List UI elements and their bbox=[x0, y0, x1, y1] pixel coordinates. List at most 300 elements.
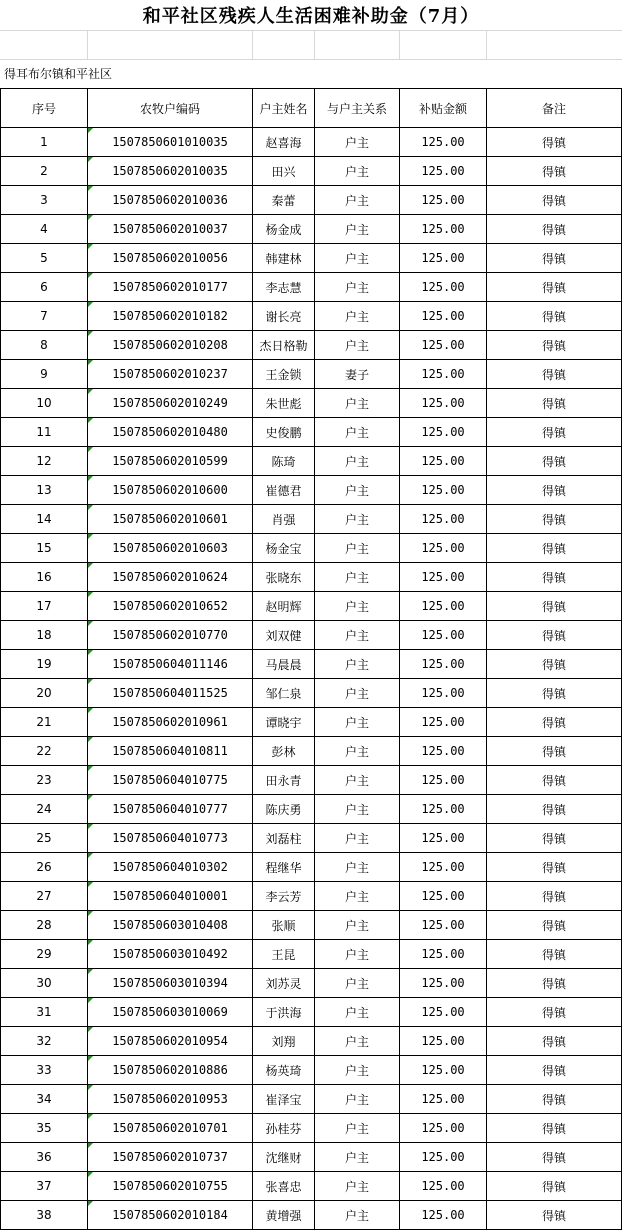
cell-relation-text: 户主 bbox=[344, 1121, 369, 1136]
cell-name-text: 黄增强 bbox=[265, 1208, 302, 1223]
cell-code[interactable] bbox=[88, 505, 253, 534]
cell-code[interactable] bbox=[88, 128, 253, 157]
error-indicator-icon bbox=[88, 447, 93, 452]
cell-code[interactable] bbox=[88, 1056, 253, 1085]
cell-name[interactable] bbox=[253, 679, 315, 708]
cell-note[interactable] bbox=[487, 824, 622, 853]
cell-name[interactable] bbox=[253, 1172, 315, 1201]
cell-note[interactable] bbox=[487, 331, 622, 360]
cell-code[interactable] bbox=[88, 679, 253, 708]
cell-name-text: 孙桂芬 bbox=[265, 1121, 302, 1136]
cell-amount-text: 125.00 bbox=[421, 1121, 465, 1135]
cell-relation[interactable] bbox=[315, 215, 400, 244]
cell-amount[interactable] bbox=[400, 273, 487, 302]
cell-relation[interactable] bbox=[315, 650, 400, 679]
cell-seq[interactable] bbox=[1, 795, 88, 824]
error-indicator-icon bbox=[88, 1056, 93, 1061]
cell-name-text: 杨金宝 bbox=[265, 541, 302, 556]
cell-name[interactable] bbox=[253, 331, 315, 360]
table-row bbox=[1, 1027, 622, 1056]
header-name[interactable]: 户主姓名 bbox=[253, 89, 315, 128]
cell-relation[interactable] bbox=[315, 447, 400, 476]
cell-amount[interactable] bbox=[400, 824, 487, 853]
cell-amount[interactable] bbox=[400, 969, 487, 998]
cell-name-text: 杨金成 bbox=[265, 222, 302, 237]
cell-code-text: 1507850602010056 bbox=[112, 251, 228, 265]
cell-relation[interactable] bbox=[315, 795, 400, 824]
cell-name-text: 张晓东 bbox=[265, 570, 302, 585]
cell-name[interactable] bbox=[253, 157, 315, 186]
cell-code[interactable] bbox=[88, 969, 253, 998]
cell-note[interactable] bbox=[487, 563, 622, 592]
cell-amount[interactable] bbox=[400, 998, 487, 1027]
cell-seq[interactable] bbox=[1, 911, 88, 940]
cell-note-text: 得镇 bbox=[541, 193, 566, 208]
cell-code[interactable] bbox=[88, 331, 253, 360]
cell-note[interactable] bbox=[487, 157, 622, 186]
cell-amount[interactable] bbox=[400, 418, 487, 447]
cell-seq[interactable] bbox=[1, 882, 88, 911]
error-indicator-icon bbox=[88, 1172, 93, 1177]
cell-amount-text: 125.00 bbox=[421, 396, 465, 410]
cell-code[interactable] bbox=[88, 940, 253, 969]
cell-note-text: 得镇 bbox=[541, 164, 566, 179]
cell-seq[interactable] bbox=[1, 215, 88, 244]
cell-note-text: 得镇 bbox=[541, 1005, 566, 1020]
cell-seq[interactable] bbox=[1, 1114, 88, 1143]
cell-note[interactable] bbox=[487, 128, 622, 157]
cell-code[interactable] bbox=[88, 795, 253, 824]
header-relation[interactable]: 与户主关系 bbox=[315, 89, 400, 128]
cell-code[interactable] bbox=[88, 1143, 253, 1172]
cell-code-text: 1507850602010208 bbox=[112, 338, 228, 352]
cell-seq[interactable] bbox=[1, 360, 88, 389]
cell-seq-text: 36 bbox=[36, 1150, 52, 1164]
cell-relation[interactable] bbox=[315, 273, 400, 302]
cell-code-text: 1507850602010954 bbox=[112, 1034, 228, 1048]
cell-name[interactable] bbox=[253, 505, 315, 534]
cell-seq[interactable] bbox=[1, 708, 88, 737]
cell-amount[interactable] bbox=[400, 650, 487, 679]
cell-relation[interactable] bbox=[315, 969, 400, 998]
header-amount[interactable]: 补贴金额 bbox=[400, 89, 487, 128]
cell-name[interactable] bbox=[253, 215, 315, 244]
cell-relation[interactable] bbox=[315, 244, 400, 273]
cell-seq[interactable] bbox=[1, 476, 88, 505]
cell-relation[interactable] bbox=[315, 1085, 400, 1114]
cell-note[interactable] bbox=[487, 1143, 622, 1172]
cell-seq[interactable] bbox=[1, 1143, 88, 1172]
cell-code[interactable] bbox=[88, 447, 253, 476]
cell-relation-text: 户主 bbox=[344, 222, 369, 237]
cell-note[interactable] bbox=[487, 534, 622, 563]
cell-code-text: 1507850602010755 bbox=[112, 1179, 228, 1193]
cell-code[interactable] bbox=[88, 534, 253, 563]
cell-note[interactable] bbox=[487, 360, 622, 389]
cell-code[interactable] bbox=[88, 650, 253, 679]
cell-note[interactable] bbox=[487, 911, 622, 940]
error-indicator-icon bbox=[88, 128, 93, 133]
cell-amount[interactable] bbox=[400, 563, 487, 592]
cell-note[interactable] bbox=[487, 186, 622, 215]
cell-seq[interactable] bbox=[1, 563, 88, 592]
cell-name[interactable] bbox=[253, 998, 315, 1027]
table-row bbox=[1, 505, 622, 534]
cell-code[interactable] bbox=[88, 389, 253, 418]
cell-seq[interactable] bbox=[1, 1172, 88, 1201]
header-seq[interactable]: 序号 bbox=[1, 89, 88, 128]
cell-relation[interactable] bbox=[315, 389, 400, 418]
cell-amount-text: 125.00 bbox=[421, 541, 465, 555]
cell-relation[interactable] bbox=[315, 186, 400, 215]
cell-note[interactable] bbox=[487, 853, 622, 882]
cell-code-text: 1507850602010249 bbox=[112, 396, 228, 410]
cell-code[interactable] bbox=[88, 563, 253, 592]
cell-note[interactable] bbox=[487, 969, 622, 998]
cell-note[interactable] bbox=[487, 215, 622, 244]
cell-code[interactable] bbox=[88, 418, 253, 447]
cell-seq-text: 27 bbox=[36, 889, 52, 903]
cell-note[interactable] bbox=[487, 447, 622, 476]
cell-code[interactable] bbox=[88, 882, 253, 911]
cell-note[interactable] bbox=[487, 1056, 622, 1085]
cell-relation[interactable] bbox=[315, 621, 400, 650]
cell-code-text: 1507850603010394 bbox=[112, 976, 228, 990]
error-indicator-icon bbox=[88, 273, 93, 278]
cell-seq-text: 6 bbox=[40, 280, 48, 294]
error-indicator-icon bbox=[88, 1114, 93, 1119]
error-indicator-icon bbox=[88, 418, 93, 423]
cell-amount[interactable] bbox=[400, 302, 487, 331]
cell-code-text: 1507850604010775 bbox=[112, 773, 228, 787]
cell-relation[interactable] bbox=[315, 505, 400, 534]
cell-name-text: 刘双健 bbox=[265, 628, 302, 643]
cell-seq[interactable] bbox=[1, 621, 88, 650]
cell-relation[interactable] bbox=[315, 766, 400, 795]
cell-seq[interactable] bbox=[1, 650, 88, 679]
cell-seq[interactable] bbox=[1, 534, 88, 563]
cell-note[interactable] bbox=[487, 998, 622, 1027]
cell-note[interactable] bbox=[487, 708, 622, 737]
cell-seq[interactable] bbox=[1, 128, 88, 157]
cell-relation[interactable] bbox=[315, 128, 400, 157]
cell-amount[interactable] bbox=[400, 476, 487, 505]
cell-seq[interactable] bbox=[1, 998, 88, 1027]
cell-code-text: 1507850602010701 bbox=[112, 1121, 228, 1135]
error-indicator-icon bbox=[88, 1085, 93, 1090]
cell-amount[interactable] bbox=[400, 592, 487, 621]
cell-code[interactable] bbox=[88, 737, 253, 766]
cell-amount[interactable] bbox=[400, 128, 487, 157]
cell-name[interactable] bbox=[253, 1056, 315, 1085]
cell-amount[interactable] bbox=[400, 505, 487, 534]
cell-seq-text: 1 bbox=[40, 135, 48, 149]
cell-seq[interactable] bbox=[1, 766, 88, 795]
cell-name[interactable] bbox=[253, 128, 315, 157]
cell-name[interactable] bbox=[253, 360, 315, 389]
cell-note[interactable] bbox=[487, 418, 622, 447]
cell-amount[interactable] bbox=[400, 737, 487, 766]
cell-relation[interactable] bbox=[315, 853, 400, 882]
cell-note[interactable] bbox=[487, 389, 622, 418]
cell-name[interactable] bbox=[253, 302, 315, 331]
cell-relation[interactable] bbox=[315, 911, 400, 940]
cell-relation-text: 户主 bbox=[344, 773, 369, 788]
cell-code[interactable] bbox=[88, 911, 253, 940]
cell-seq[interactable] bbox=[1, 737, 88, 766]
cell-relation[interactable] bbox=[315, 824, 400, 853]
cell-name[interactable] bbox=[253, 273, 315, 302]
cell-amount-text: 125.00 bbox=[421, 802, 465, 816]
cell-seq[interactable] bbox=[1, 418, 88, 447]
cell-relation[interactable] bbox=[315, 679, 400, 708]
cell-amount[interactable] bbox=[400, 389, 487, 418]
cell-relation[interactable] bbox=[315, 360, 400, 389]
cell-seq[interactable] bbox=[1, 853, 88, 882]
cell-name[interactable] bbox=[253, 1114, 315, 1143]
cell-relation[interactable] bbox=[315, 563, 400, 592]
cell-relation[interactable] bbox=[315, 1114, 400, 1143]
cell-note[interactable] bbox=[487, 650, 622, 679]
cell-seq[interactable] bbox=[1, 824, 88, 853]
cell-seq[interactable] bbox=[1, 447, 88, 476]
cell-name[interactable] bbox=[253, 389, 315, 418]
cell-name[interactable] bbox=[253, 621, 315, 650]
cell-name[interactable] bbox=[253, 447, 315, 476]
cell-code[interactable] bbox=[88, 1114, 253, 1143]
cell-name[interactable] bbox=[253, 186, 315, 215]
cell-relation-text: 户主 bbox=[344, 396, 369, 411]
cell-code[interactable] bbox=[88, 621, 253, 650]
cell-amount-text: 125.00 bbox=[421, 280, 465, 294]
cell-seq[interactable] bbox=[1, 679, 88, 708]
cell-relation[interactable] bbox=[315, 418, 400, 447]
cell-code[interactable] bbox=[88, 998, 253, 1027]
cell-relation[interactable] bbox=[315, 331, 400, 360]
cell-relation[interactable] bbox=[315, 882, 400, 911]
cell-seq[interactable] bbox=[1, 389, 88, 418]
cell-relation[interactable] bbox=[315, 737, 400, 766]
cell-amount[interactable] bbox=[400, 360, 487, 389]
cell-code[interactable] bbox=[88, 1172, 253, 1201]
cell-seq[interactable] bbox=[1, 157, 88, 186]
cell-name[interactable] bbox=[253, 476, 315, 505]
cell-code-text: 1507850602010237 bbox=[112, 367, 228, 381]
cell-seq-text: 32 bbox=[36, 1034, 52, 1048]
cell-seq[interactable] bbox=[1, 592, 88, 621]
cell-relation[interactable] bbox=[315, 302, 400, 331]
cell-code[interactable] bbox=[88, 186, 253, 215]
cell-name[interactable] bbox=[253, 1201, 315, 1230]
cell-code[interactable] bbox=[88, 244, 253, 273]
cell-note[interactable] bbox=[487, 1114, 622, 1143]
cell-name[interactable] bbox=[253, 563, 315, 592]
cell-name[interactable] bbox=[253, 824, 315, 853]
cell-amount[interactable] bbox=[400, 1056, 487, 1085]
cell-relation[interactable] bbox=[315, 998, 400, 1027]
table-row bbox=[1, 1056, 622, 1085]
cell-amount[interactable] bbox=[400, 1114, 487, 1143]
header-note[interactable]: 备注 bbox=[487, 89, 622, 128]
cell-amount[interactable] bbox=[400, 882, 487, 911]
cell-seq[interactable] bbox=[1, 940, 88, 969]
cell-name[interactable] bbox=[253, 969, 315, 998]
table-row bbox=[1, 215, 622, 244]
cell-name[interactable] bbox=[253, 534, 315, 563]
cell-note[interactable] bbox=[487, 244, 622, 273]
table-row bbox=[1, 708, 622, 737]
cell-name[interactable] bbox=[253, 418, 315, 447]
cell-relation[interactable] bbox=[315, 534, 400, 563]
cell-seq-text: 11 bbox=[36, 425, 52, 439]
cell-amount[interactable] bbox=[400, 331, 487, 360]
cell-name[interactable] bbox=[253, 708, 315, 737]
cell-amount[interactable] bbox=[400, 766, 487, 795]
cell-amount[interactable] bbox=[400, 795, 487, 824]
cell-note[interactable] bbox=[487, 679, 622, 708]
cell-relation[interactable] bbox=[315, 476, 400, 505]
table-row bbox=[1, 882, 622, 911]
cell-seq[interactable] bbox=[1, 273, 88, 302]
cell-name[interactable] bbox=[253, 1143, 315, 1172]
cell-seq[interactable] bbox=[1, 186, 88, 215]
cell-seq[interactable] bbox=[1, 969, 88, 998]
cell-relation[interactable] bbox=[315, 592, 400, 621]
cell-relation-text: 户主 bbox=[344, 1092, 369, 1107]
cell-note-text: 得镇 bbox=[541, 309, 566, 324]
cell-code[interactable] bbox=[88, 853, 253, 882]
error-indicator-icon bbox=[88, 331, 93, 336]
cell-amount[interactable] bbox=[400, 157, 487, 186]
cell-code[interactable] bbox=[88, 1027, 253, 1056]
cell-name[interactable] bbox=[253, 853, 315, 882]
cell-code[interactable] bbox=[88, 592, 253, 621]
cell-code[interactable] bbox=[88, 273, 253, 302]
cell-seq[interactable] bbox=[1, 1056, 88, 1085]
cell-name[interactable] bbox=[253, 1085, 315, 1114]
cell-note[interactable] bbox=[487, 592, 622, 621]
cell-note-text: 得镇 bbox=[541, 483, 566, 498]
cell-amount[interactable] bbox=[400, 447, 487, 476]
cell-amount[interactable] bbox=[400, 186, 487, 215]
cell-code[interactable] bbox=[88, 1085, 253, 1114]
cell-name-text: 杰日格勒 bbox=[259, 338, 308, 353]
cell-name-text: 崔泽宝 bbox=[265, 1092, 302, 1107]
cell-seq-text: 26 bbox=[36, 860, 52, 874]
cell-name[interactable] bbox=[253, 592, 315, 621]
cell-code[interactable] bbox=[88, 708, 253, 737]
cell-amount[interactable] bbox=[400, 1143, 487, 1172]
cell-amount[interactable] bbox=[400, 1085, 487, 1114]
cell-amount[interactable] bbox=[400, 215, 487, 244]
table-row bbox=[1, 389, 622, 418]
cell-seq[interactable] bbox=[1, 302, 88, 331]
cell-seq[interactable] bbox=[1, 505, 88, 534]
cell-amount-text: 125.00 bbox=[421, 686, 465, 700]
cell-note[interactable] bbox=[487, 940, 622, 969]
cell-relation[interactable] bbox=[315, 157, 400, 186]
cell-relation[interactable] bbox=[315, 1143, 400, 1172]
cell-code[interactable] bbox=[88, 476, 253, 505]
cell-relation[interactable] bbox=[315, 1027, 400, 1056]
cell-name[interactable] bbox=[253, 244, 315, 273]
cell-note-text: 得镇 bbox=[541, 976, 566, 991]
cell-note[interactable] bbox=[487, 766, 622, 795]
cell-amount[interactable] bbox=[400, 1201, 487, 1230]
cell-amount[interactable] bbox=[400, 940, 487, 969]
cell-note[interactable] bbox=[487, 1027, 622, 1056]
cell-relation[interactable] bbox=[315, 1201, 400, 1230]
cell-note[interactable] bbox=[487, 273, 622, 302]
error-indicator-icon bbox=[88, 534, 93, 539]
cell-note[interactable] bbox=[487, 795, 622, 824]
cell-amount[interactable] bbox=[400, 911, 487, 940]
cell-seq[interactable] bbox=[1, 1201, 88, 1230]
cell-code[interactable] bbox=[88, 766, 253, 795]
cell-relation[interactable] bbox=[315, 940, 400, 969]
cell-name[interactable] bbox=[253, 911, 315, 940]
cell-note[interactable] bbox=[487, 737, 622, 766]
cell-seq[interactable] bbox=[1, 331, 88, 360]
cell-code[interactable] bbox=[88, 1201, 253, 1230]
cell-relation[interactable] bbox=[315, 1056, 400, 1085]
cell-relation[interactable] bbox=[315, 1172, 400, 1201]
cell-seq[interactable] bbox=[1, 1027, 88, 1056]
cell-relation-text: 户主 bbox=[344, 889, 369, 904]
cell-seq-text: 34 bbox=[36, 1092, 52, 1106]
cell-name[interactable] bbox=[253, 737, 315, 766]
cell-note[interactable] bbox=[487, 302, 622, 331]
cell-name[interactable] bbox=[253, 650, 315, 679]
cell-relation[interactable] bbox=[315, 708, 400, 737]
cell-seq[interactable] bbox=[1, 244, 88, 273]
cell-code[interactable] bbox=[88, 824, 253, 853]
cell-name[interactable] bbox=[253, 940, 315, 969]
cell-note[interactable] bbox=[487, 1085, 622, 1114]
cell-amount[interactable] bbox=[400, 244, 487, 273]
cell-note[interactable] bbox=[487, 621, 622, 650]
cell-relation-text: 户主 bbox=[344, 657, 369, 672]
cell-note[interactable] bbox=[487, 505, 622, 534]
cell-note[interactable] bbox=[487, 476, 622, 505]
cell-code[interactable] bbox=[88, 360, 253, 389]
cell-relation-text: 户主 bbox=[344, 686, 369, 701]
cell-note[interactable] bbox=[487, 1201, 622, 1230]
cell-code[interactable] bbox=[88, 215, 253, 244]
cell-name[interactable] bbox=[253, 795, 315, 824]
cell-note[interactable] bbox=[487, 882, 622, 911]
cell-name[interactable] bbox=[253, 882, 315, 911]
cell-amount[interactable] bbox=[400, 621, 487, 650]
cell-amount[interactable] bbox=[400, 853, 487, 882]
cell-name[interactable] bbox=[253, 766, 315, 795]
cell-amount[interactable] bbox=[400, 708, 487, 737]
cell-seq[interactable] bbox=[1, 1085, 88, 1114]
cell-name[interactable] bbox=[253, 1027, 315, 1056]
cell-amount[interactable] bbox=[400, 1027, 487, 1056]
cell-seq-text: 28 bbox=[36, 918, 52, 932]
cell-code[interactable] bbox=[88, 157, 253, 186]
cell-amount-text: 125.00 bbox=[421, 715, 465, 729]
cell-amount[interactable] bbox=[400, 679, 487, 708]
cell-code[interactable] bbox=[88, 302, 253, 331]
cell-note-text: 得镇 bbox=[541, 889, 566, 904]
cell-amount[interactable] bbox=[400, 1172, 487, 1201]
cell-note[interactable] bbox=[487, 1172, 622, 1201]
header-code[interactable]: 农牧户编码 bbox=[88, 89, 253, 128]
cell-name-text: 谢长亮 bbox=[265, 309, 302, 324]
cell-amount[interactable] bbox=[400, 534, 487, 563]
